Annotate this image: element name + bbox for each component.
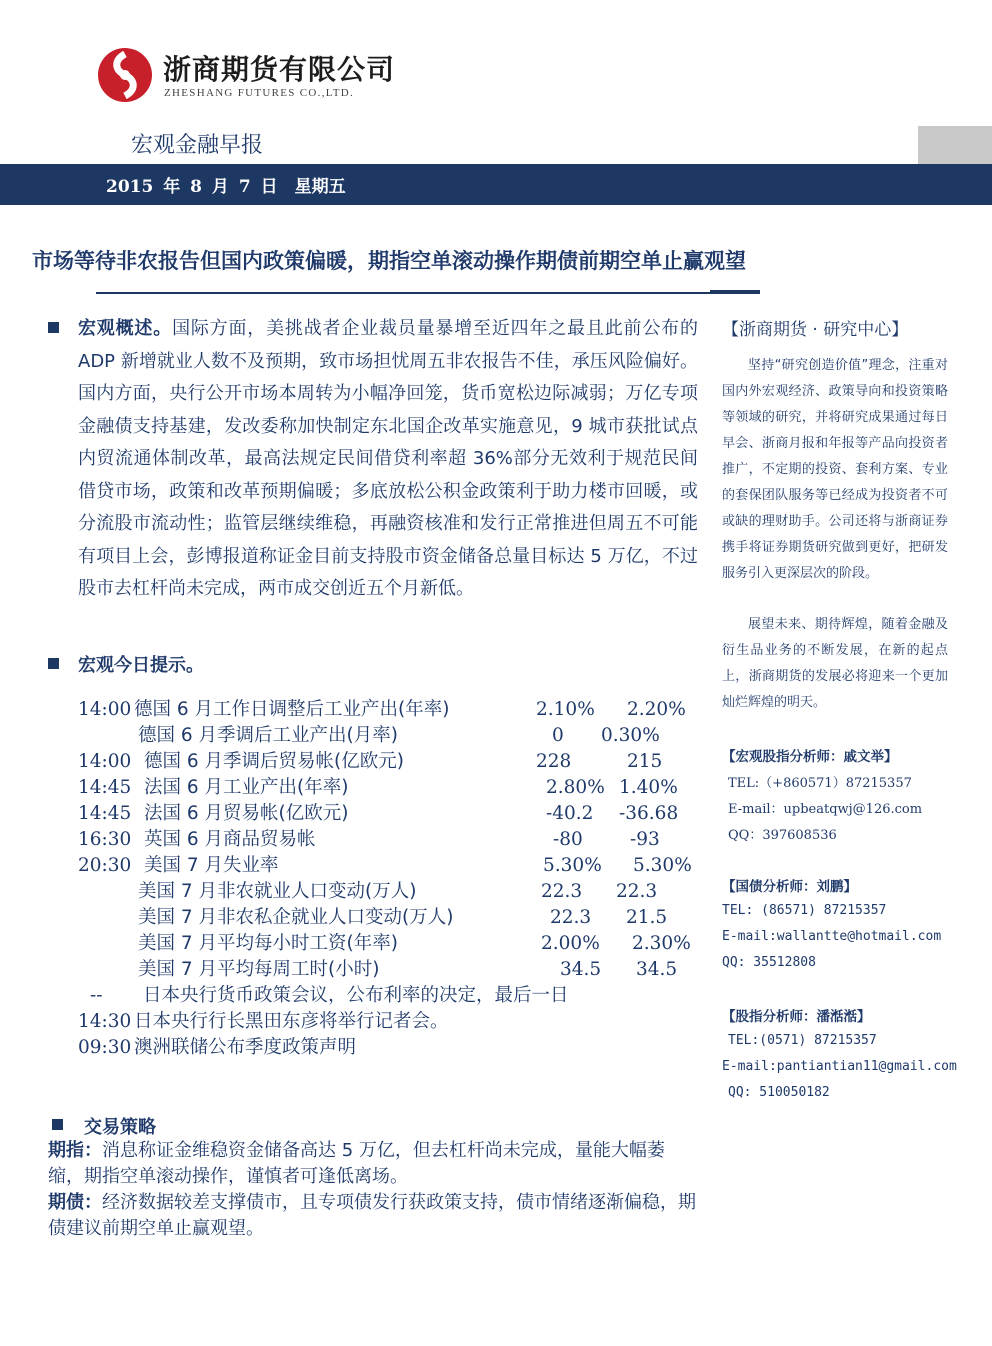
sidebar-intro: 坚持“研究创造价值”理念，注重对国内外宏观经济、政策导向和投资策略等领域的研究，并将研究成果通过每日早会、浙商月报和年报等产品向投资者推广，不定期的投资、套利方案、专业的套保团队服务等已经成为投资者不可或缺的理财助手。公司还将与浙商证券携手将证券期货研究做到更好，把研发服务引入更深层次的阶段。	[722, 358, 948, 581]
company-logo-icon	[96, 46, 154, 104]
company-name-en: ZHESHANG FUTURES CO.,LTD.	[164, 87, 355, 99]
calendar-forecast: -36.68	[619, 803, 679, 824]
calendar-row	[0, 879, 700, 905]
calendar-forecast: 22.3	[616, 881, 658, 902]
calendar-previous: 22.3	[541, 881, 583, 902]
calendar-previous: 5.30%	[543, 855, 602, 876]
calendar-event: 美国 7 月失业率	[144, 855, 279, 876]
calendar-forecast: 2.20%	[627, 699, 686, 720]
strategy-futures-text: 消息称证金维稳资金储备高达 5 万亿，但去杠杆尚未完成，量能大幅萎缩，期指空单滚动操作，谨慎者可逢低离场。	[48, 1140, 665, 1187]
calendar-row	[0, 1035, 700, 1061]
calendar-event: 德国 6 月工作日调整后工业产出(年率)	[134, 699, 450, 720]
calendar-event: 德国 6 月季调后工业产出(月率)	[138, 725, 398, 746]
calendar-row	[0, 697, 700, 723]
calendar-table	[0, 697, 700, 1067]
calendar-event: 美国 7 月平均每周工时(小时)	[138, 959, 380, 980]
strategy-futures	[48, 1138, 698, 1190]
calendar-event: 美国 7 月非农就业人口变动(万人)	[138, 881, 417, 902]
calendar-row	[0, 983, 700, 1009]
calendar-forecast: 215	[627, 751, 663, 772]
bullet-icon	[48, 322, 59, 333]
strategy-bonds-label: 期债：	[48, 1192, 102, 1213]
calendar-time: 20:30	[78, 855, 132, 876]
overview-text: 国际方面，美挑战者企业裁员量暴增至近四年之最且此前公布的 ADP 新增就业人数不及预期，致市场担忧周五非农报告不佳，承压风险偏好。国内方面，央行公开市场本周转为小幅净回笼，货币宽松边际减弱；万亿专项金融债支持基建，发改委称加快制定东北国企改革实施意见，9 城市获批试点内贸流通体制改革，最高法规定民间借贷利率超 36%部分无效利于规范民间借贷市场，政策和改革预期偏暖；多底放松公积金政策利于助力楼市回暖，或分流股市流动性；监管层继续维稳，再融资核准和发行正常推进但周五不可能有项目上会，彭博报道称证金目前支持股市资金储备总量目标达 5 万亿，不过股市去杠杆尚未完成，两市成交创近五个月新低。	[78, 318, 698, 599]
calendar-time: 16:30	[78, 829, 132, 850]
calendar-forecast: 2.30%	[632, 933, 691, 954]
bullet-icon	[48, 658, 59, 669]
calendar-previous: 22.3	[550, 907, 592, 928]
calendar-row	[0, 853, 700, 879]
calendar-previous: 2.00%	[541, 933, 600, 954]
calendar-forecast: 34.5	[636, 959, 678, 980]
calendar-event: 德国 6 月季调后贸易帐(亿欧元)	[144, 751, 404, 772]
calendar-event: 美国 7 月非农私企就业人口变动(万人)	[138, 907, 454, 928]
calendar-row	[0, 723, 700, 749]
analyst-3-email[interactable]: E-mail:pantiantian11@gmail.com	[722, 1059, 957, 1074]
calendar-event: 澳洲联储公布季度政策声明	[134, 1037, 357, 1058]
calendar-event: 日本央行货币政策会议，公布利率的决定，最后一日	[143, 985, 569, 1006]
calendar-previous: 34.5	[560, 959, 602, 980]
calendar-event: 日本央行行长黑田东彦将举行记者会。	[134, 1011, 449, 1032]
calendar-previous: -80	[553, 829, 583, 850]
analyst-1-email[interactable]: E-mail：upbeatqwj@126.com	[728, 802, 923, 817]
headline-divider	[96, 292, 760, 294]
calendar-forecast: 0.30%	[601, 725, 660, 746]
calendar-previous: -40.2	[546, 803, 594, 824]
calendar-row	[0, 1009, 700, 1035]
calendar-event: 法国 6 月工业产出(年率)	[144, 777, 349, 798]
headline: 市场等待非农报告但国内政策偏暖，期指空单滚动操作期债前期空单止赢观望	[32, 249, 746, 273]
header-gray-block	[918, 126, 992, 164]
calendar-time: 14:00	[78, 699, 132, 720]
overview-section	[78, 313, 698, 606]
calendar-time: 14:45	[78, 777, 132, 798]
calendar-event: 美国 7 月平均每小时工资(年率)	[138, 933, 398, 954]
calendar-title: 宏观今日提示。	[78, 655, 204, 676]
calendar-time: 14:45	[78, 803, 132, 824]
report-date: 2015 年 8 月 7 日 星期五	[106, 177, 346, 197]
analyst-3-title: 【股指分析师：潘湉湉】	[722, 1009, 871, 1025]
strategy-futures-label: 期指：	[48, 1140, 102, 1161]
calendar-event: 法国 6 月贸易帐(亿欧元)	[144, 803, 349, 824]
analyst-1-qq: QQ：397608536	[728, 828, 837, 843]
calendar-row	[0, 931, 700, 957]
report-type: 宏观金融早报	[131, 133, 264, 158]
sidebar-title: 【浙商期货 · 研究中心】	[722, 320, 909, 340]
calendar-row	[0, 957, 700, 983]
calendar-row	[0, 801, 700, 827]
calendar-previous: 2.80%	[546, 777, 605, 798]
analyst-3-tel: TEL:(0571) 87215357	[728, 1033, 877, 1048]
overview-title: 宏观概述。	[78, 318, 173, 339]
strategy-bonds	[48, 1190, 698, 1242]
analyst-1-tel: TEL:（+860571）87215357	[728, 776, 912, 791]
calendar-row	[0, 749, 700, 775]
calendar-row	[0, 775, 700, 801]
calendar-forecast: 5.30%	[633, 855, 692, 876]
company-name-cn: 浙商期货有限公司	[163, 53, 396, 86]
calendar-previous: 2.10%	[536, 699, 595, 720]
analyst-3-qq: QQ: 510050182	[728, 1085, 830, 1100]
calendar-forecast: 21.5	[626, 907, 668, 928]
bullet-icon	[52, 1119, 63, 1130]
calendar-previous: 0	[552, 725, 564, 746]
analyst-2-email[interactable]: E-mail:wallantte@hotmail.com	[722, 929, 942, 944]
calendar-event: 英国 6 月商品贸易帐	[144, 829, 316, 850]
calendar-time: 14:00	[78, 751, 132, 772]
calendar-row	[0, 905, 700, 931]
analyst-2-tel: TEL: (86571) 87215357	[722, 903, 887, 918]
calendar-time: 09:30	[78, 1037, 132, 1058]
calendar-time: --	[90, 985, 103, 1006]
strategy-title: 交易策略	[84, 1117, 156, 1138]
analyst-2-title: 【国债分析师：刘鹏】	[722, 879, 857, 895]
strategy-bonds-text: 经济数据较差支撑债市，且专项债发行获政策支持，债市情绪逐渐偏稳，期债建议前期空单止赢观望。	[48, 1192, 696, 1239]
calendar-time: 14:30	[78, 1011, 132, 1032]
sidebar-outlook: 展望未来、期待辉煌，随着金融及衍生品业务的不断发展，在新的起点上，浙商期货的发展必将迎来一个更加灿烂辉煌的明天。	[722, 617, 948, 710]
analyst-2-qq: QQ: 35512808	[722, 955, 816, 970]
analyst-1-title: 【宏观股指分析师：戚文举】	[722, 749, 898, 765]
calendar-forecast: -93	[630, 829, 660, 850]
calendar-forecast: 1.40%	[619, 777, 678, 798]
calendar-previous: 228	[536, 751, 572, 772]
calendar-row	[0, 827, 700, 853]
headline-divider-accent	[710, 290, 760, 294]
